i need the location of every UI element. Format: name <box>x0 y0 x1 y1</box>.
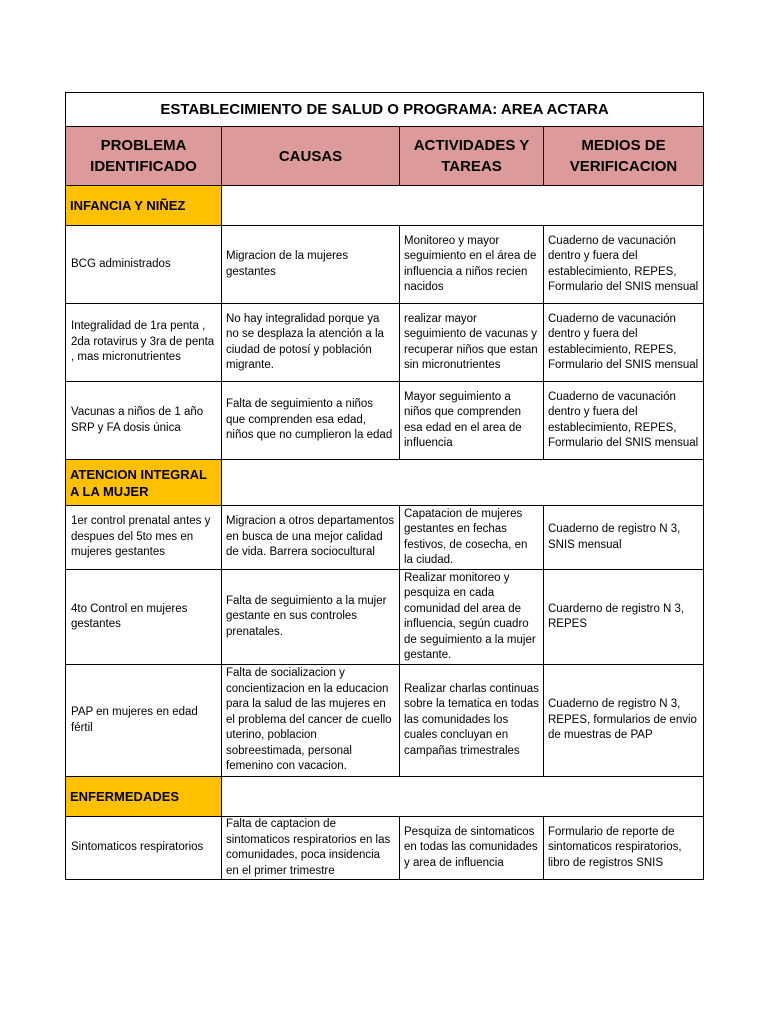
header-problema: PROBLEMA IDENTIFICADO <box>66 127 222 186</box>
cell-medios: Formulario de reporte de sintomaticos respiratorios, libro de registros SNIS <box>544 817 704 880</box>
cell-problema: BCG administrados <box>66 226 222 304</box>
table-row <box>66 382 704 460</box>
cell-medios: Cuaderno de registro N 3, REPES, formularios de envio de muestras de PAP <box>544 665 704 777</box>
header-actividades: ACTIVIDADES Y TAREAS <box>400 127 544 186</box>
cell-problema: 1er control prenatal antes y despues del 5to mes en mujeres gestantes <box>66 506 222 570</box>
title-row <box>66 93 704 127</box>
cell-medios: Cuaderno de vacunación dentro y fuera del establecimiento, REPES, Formulario del SNIS mensual <box>544 304 704 382</box>
cell-actividades: realizar mayor seguimiento de vacunas y recuperar niños que estan sin micronutrientes <box>400 304 544 382</box>
cell-actividades: Capatacion de mujeres gestantes en fechas festivos, de cosecha, en la ciudad. <box>400 506 544 570</box>
table-row <box>66 304 704 382</box>
cell-causas: Falta de seguimiento a la mujer gestante en sus controles prenatales. <box>222 570 400 665</box>
cell-problema: Sintomaticos respiratorios <box>66 817 222 880</box>
table-title: ESTABLECIMIENTO DE SALUD O PROGRAMA: AREA ACTARA <box>66 93 704 127</box>
section-row-infancia <box>66 186 704 226</box>
section-label: ENFERMEDADES <box>66 777 222 817</box>
cell-actividades: Monitoreo y mayor seguimiento en el área de influencia a niños recien nacidos <box>400 226 544 304</box>
cell-medios: Cuaderno de vacunación dentro y fuera del establecimiento, REPES, Formulario del SNIS mensual <box>544 382 704 460</box>
cell-problema: PAP en mujeres en edad fértil <box>66 665 222 777</box>
section-blank <box>222 186 704 226</box>
cell-problema: Integralidad de 1ra penta , 2da rotavirus y 3ra de penta , mas micronutrientes <box>66 304 222 382</box>
cell-causas: Falta de seguimiento a niños que comprenden esa edad, niños que no cumplieron la edad <box>222 382 400 460</box>
section-row-enfermedades <box>66 777 704 817</box>
cell-causas: Migracion a otros departamentos en busca de una mejor calidad de vida. Barrera sociocultural <box>222 506 400 570</box>
table-row <box>66 817 704 880</box>
header-medios: MEDIOS DE VERIFICACION <box>544 127 704 186</box>
cell-causas: Falta de captacion de sintomaticos respiratorios en las comunidades, poca insidencia en el primer trimestre <box>222 817 400 880</box>
section-blank <box>222 777 704 817</box>
cell-actividades: Realizar charlas continuas sobre la tematica en todas las comunidades los cuales concluyan en campañas trimestrales <box>400 665 544 777</box>
plan-table <box>65 92 704 880</box>
header-row <box>66 127 704 186</box>
table-row <box>66 226 704 304</box>
table-row <box>66 570 704 665</box>
cell-problema: Vacunas a niños de 1 año SRP y FA dosis única <box>66 382 222 460</box>
section-label: INFANCIA Y NIÑEZ <box>66 186 222 226</box>
cell-causas: No hay integralidad porque ya no se desplaza la atención a la ciudad de potosí y población migrante. <box>222 304 400 382</box>
cell-medios: Cuaderno de vacunación dentro y fuera del establecimiento, REPES, Formulario del SNIS mensual <box>544 226 704 304</box>
cell-medios: Cuaderno de registro N 3, SNIS mensual <box>544 506 704 570</box>
table-row <box>66 506 704 570</box>
section-row-mujer <box>66 460 704 506</box>
section-label: ATENCION INTEGRAL A LA MUJER <box>66 460 222 506</box>
section-blank <box>222 460 704 506</box>
cell-actividades: Realizar monitoreo y pesquiza en cada comunidad del area de influencia, según cuadro de seguimiento a la mujer gestante. <box>400 570 544 665</box>
table-row <box>66 665 704 777</box>
cell-problema: 4to Control en mujeres gestantes <box>66 570 222 665</box>
plan-document <box>65 92 703 880</box>
cell-actividades: Mayor seguimiento a niños que comprenden esa edad en el area de influencia <box>400 382 544 460</box>
header-causas: CAUSAS <box>222 127 400 186</box>
cell-causas: Migracion de la mujeres gestantes <box>222 226 400 304</box>
cell-medios: Cuarderno de registro N 3, REPES <box>544 570 704 665</box>
cell-causas: Falta de socializacion y concientizacion en la educacion para la salud de las mujeres en el problema del cancer de cuello uterino, poblacion sobreestimada, personal femenino con vacacion. <box>222 665 400 777</box>
cell-actividades: Pesquiza de sintomaticos en todas las comunidades y area de influencia <box>400 817 544 880</box>
